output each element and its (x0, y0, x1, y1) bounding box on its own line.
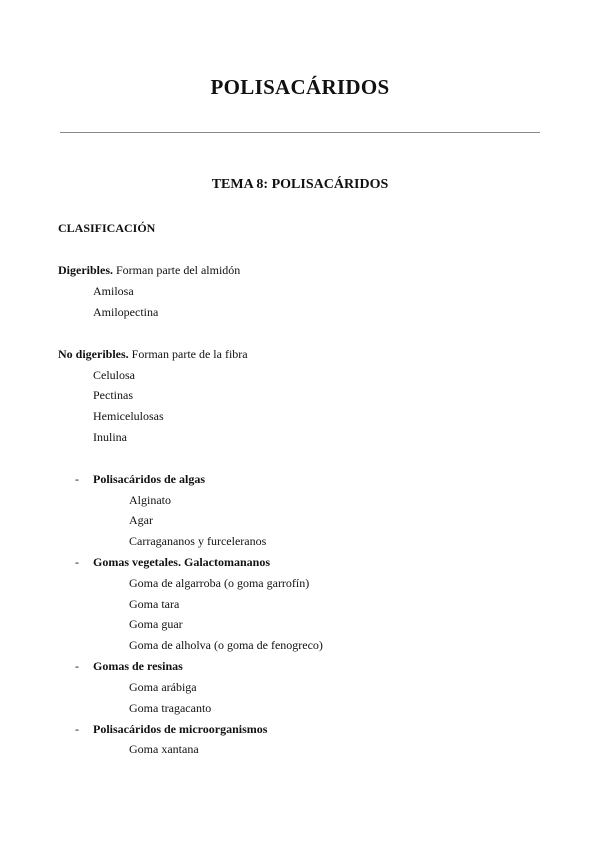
list-item: Goma arábiga (129, 680, 197, 694)
list-item: Alginato (129, 493, 171, 507)
page-title: POLISACÁRIDOS (210, 75, 390, 99)
bullet-dash: - (75, 472, 79, 486)
digeribles-line (58, 262, 240, 278)
list-item: Carragananos y furceleranos (129, 534, 267, 548)
list-item: Celulosa (93, 368, 135, 382)
no-digeribles-line (58, 346, 248, 362)
bullet-dash: - (75, 659, 79, 673)
list-item: Hemicelulosas (93, 409, 164, 423)
list-item: Goma de algarroba (o goma garrofín) (129, 576, 310, 590)
group-title-microorganismos: Polisacáridos de microorganismos (93, 722, 268, 736)
section-subtitle: TEMA 8: POLISACÁRIDOS (211, 177, 389, 192)
bullet-dash: - (75, 722, 79, 736)
group-title-algas: Polisacáridos de algas (93, 472, 206, 486)
digeribles-text: Forman parte del almidón (113, 263, 241, 277)
list-item: Amilosa (93, 284, 134, 298)
list-item: Inulina (93, 430, 127, 444)
list-item: Goma xantana (129, 742, 199, 756)
list-item: Agar (129, 513, 153, 527)
list-item: Goma de alholva (o goma de fenogreco) (129, 638, 323, 652)
title-divider (60, 132, 540, 133)
no-digeribles-label: No digeribles. (58, 347, 129, 361)
classification-heading: CLASIFICACIÓN (58, 221, 156, 235)
no-digeribles-text: Forman parte de la fibra (128, 347, 248, 361)
group-title-resinas: Gomas de resinas (93, 659, 183, 673)
list-item: Goma tragacanto (129, 701, 212, 715)
list-item: Amilopectina (93, 305, 159, 319)
group-title-gomas-vegetales: Gomas vegetales. Galactomananos (93, 555, 270, 569)
bullet-dash: - (75, 555, 79, 569)
list-item: Goma guar (129, 617, 183, 631)
list-item: Goma tara (129, 597, 180, 611)
digeribles-label: Digeribles. (58, 263, 113, 277)
list-item: Pectinas (93, 388, 133, 402)
